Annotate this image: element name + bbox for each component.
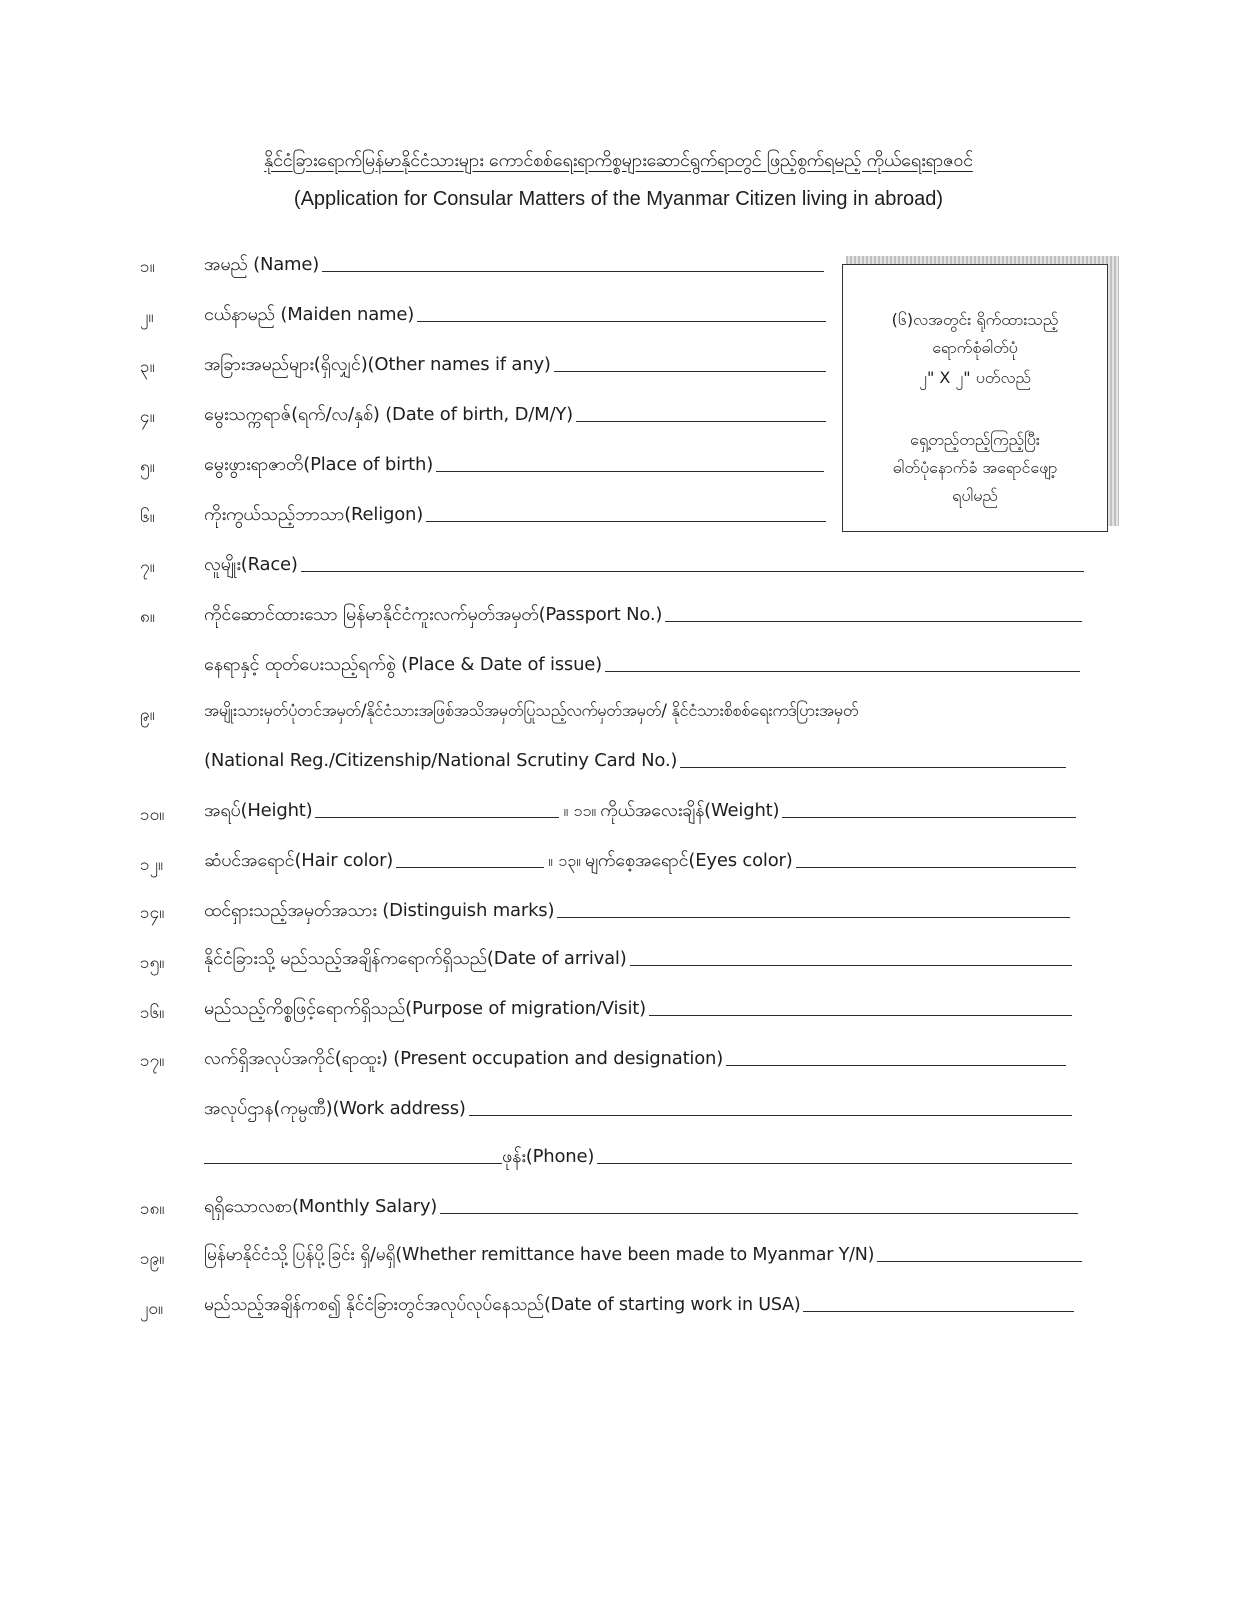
field-label-height: အရပ်(Height) xyxy=(204,800,313,821)
photo-instruction-1: (၆)လအတွင်း ရိုက်ထားသည့် xyxy=(891,310,1059,329)
national-reg-input-line[interactable] xyxy=(680,767,1066,768)
field-label-place-date-of-issue: နေရာနှင့် ထုတ်ပေးသည့်ရက်စွဲ (Place & Date of issue) xyxy=(204,654,603,675)
field-national-reg xyxy=(204,742,1066,772)
eyes-color-input-line[interactable] xyxy=(796,867,1076,868)
field-height-weight xyxy=(204,792,1076,822)
field-name xyxy=(204,246,824,276)
remittance-input-line[interactable] xyxy=(877,1261,1082,1262)
field-label-national-reg-myanmar: အမျိုးသားမှတ်ပုံတင်အမှတ်/နိုင်ငံသားအဖြစ်အသိအမှတ်ပြုသည့်လက်မှတ်အမှတ်/ နိုင်ငံသားစိစစ်ရေးကဒ်ပြားအမှတ် xyxy=(204,701,859,720)
field-other-names xyxy=(204,346,826,376)
field-number-12: ၁၂။ xyxy=(140,855,164,875)
field-label-national-reg: (National Reg./Citizenship/National Scrutiny Card No.) xyxy=(204,750,678,771)
other-names-input-line[interactable] xyxy=(554,371,826,372)
work-address-input-line[interactable] xyxy=(469,1115,1072,1116)
field-number-14: ၁၄။ xyxy=(140,903,165,923)
field-label-purpose-of-migration: မည်သည့်ကိစ္စဖြင့်ရောက်ရှိသည်(Purpose of migration/Visit) xyxy=(204,998,646,1019)
field-label-date-of-arrival: နိုင်ငံခြားသို့ မည်သည့်အချိန်ကရောက်ရှိသည်(Date of arrival) xyxy=(204,948,627,969)
place-date-of-issue-input-line[interactable] xyxy=(605,671,1080,672)
field-date-of-birth xyxy=(204,396,826,426)
weight-input-line[interactable] xyxy=(782,817,1076,818)
photo-instruction-6: ရပါမည် xyxy=(952,486,998,505)
field-number-5: ၅။ xyxy=(140,457,155,477)
field-maiden-name xyxy=(204,296,826,326)
field-number-7: ၇။ xyxy=(140,557,155,577)
field-number-4: ၄။ xyxy=(140,407,155,427)
phone-input-line[interactable] xyxy=(597,1163,1072,1164)
place-of-birth-input-line[interactable] xyxy=(436,471,824,472)
religion-input-line[interactable] xyxy=(426,521,826,522)
field-label-passport-no: ကိုင်ဆောင်ထားသော မြန်မာနိုင်ငံကူးလက်မှတ်အမှတ်(Passport No.) xyxy=(204,604,663,625)
field-label-present-occupation: လက်ရှိအလုပ်အကိုင်(ရာထူး) (Present occupation and designation) xyxy=(204,1048,724,1069)
field-number-1: ၁။ xyxy=(140,257,155,277)
photo-instruction-5: ဓါတ်ပုံနောက်ခံ အရောင်ဖျော့ xyxy=(892,458,1058,477)
date-of-birth-input-line[interactable] xyxy=(576,421,826,422)
field-hair-eyes xyxy=(204,842,1076,872)
field-label-date-of-birth: မွေးသက္ကရာဇ်(ရက်/လ/နှစ်) (Date of birth, D/M/Y) xyxy=(204,404,573,425)
field-label-eyes-color: မျက်စေ့အရောင်(Eyes color) xyxy=(584,850,793,871)
field-label-race: လူမျိုး(Race) xyxy=(204,554,298,575)
field-label-monthly-salary: ရရှိသောလစာ(Monthly Salary) xyxy=(204,1196,438,1217)
field-religion xyxy=(204,496,826,526)
photo-instruction-3: ၂" X ၂" ပတ်လည် xyxy=(919,368,1031,387)
field-number-13: ။ ၁၃။ xyxy=(548,851,581,870)
field-work-address xyxy=(204,1090,1072,1120)
field-remittance xyxy=(204,1236,1082,1266)
purpose-of-migration-input-line[interactable] xyxy=(649,1015,1072,1016)
field-number-8: ၈။ xyxy=(140,607,155,627)
field-label-work-address: အလုပ်ဌာန(ကုမ္ပဏီ)(Work address) xyxy=(204,1098,466,1119)
name-input-line[interactable] xyxy=(322,271,824,272)
field-number-3: ၃။ xyxy=(140,357,155,377)
field-number-16: ၁၆။ xyxy=(140,1003,165,1023)
field-phone xyxy=(204,1138,1072,1168)
field-place-of-birth xyxy=(204,446,824,476)
distinguish-marks-input-line[interactable] xyxy=(557,917,1070,918)
present-occupation-input-line[interactable] xyxy=(726,1065,1066,1066)
field-number-2: ၂။ xyxy=(140,307,154,327)
field-number-11: ။ ၁၁။ xyxy=(563,801,597,820)
photo-instruction-2: ရောက်စုံဓါတ်ပုံ xyxy=(932,338,1018,357)
field-place-date-of-issue xyxy=(204,646,1080,676)
field-label-maiden-name: ငယ်နာမည် (Maiden name) xyxy=(204,304,415,325)
monthly-salary-input-line[interactable] xyxy=(440,1213,1078,1214)
date-of-arrival-input-line[interactable] xyxy=(630,965,1072,966)
field-date-starting-work xyxy=(204,1286,1074,1316)
field-race xyxy=(204,546,1084,576)
field-national-reg-myanmar xyxy=(204,692,1104,722)
maiden-name-input-line[interactable] xyxy=(417,321,826,322)
field-number-19: ၁၉။ xyxy=(140,1249,165,1269)
field-label-distinguish-marks: ထင်ရှားသည့်အမှတ်အသား (Distinguish marks) xyxy=(204,900,555,921)
form-title-myanmar: နိုင်ငံခြားရောက်မြန်မာနိုင်ငံသားများ ကောင်စစ်ရေးရာကိစ္စများဆောင်ရွက်ရာတွင် ဖြည့်စွက်ရမည့် ကိုယ်ရေးရာဇဝင် xyxy=(264,150,973,171)
field-label-phone: ဖုန်း(Phone) xyxy=(502,1146,595,1167)
field-passport-no xyxy=(204,596,1082,626)
field-label-hair-color: ဆံပင်အရောင်(Hair color) xyxy=(204,850,394,871)
field-number-17: ၁၇။ xyxy=(140,1051,165,1071)
field-label-name: အမည် (Name) xyxy=(204,254,320,275)
field-number-18: ၁၈။ xyxy=(140,1199,165,1219)
field-label-religion: ကိုးကွယ်သည့်ဘာသာ(Religon) xyxy=(204,504,424,525)
hair-color-input-line[interactable] xyxy=(396,867,544,868)
field-distinguish-marks xyxy=(204,892,1070,922)
field-label-date-starting-work: မည်သည့်အချိန်ကစ၍ နိုင်ငံခြားတွင်အလုပ်လုပ်နေသည်(Date of starting work in USA) xyxy=(204,1295,801,1315)
field-number-9: ၉။ xyxy=(140,705,155,725)
field-number-20: ၂၀။ xyxy=(140,1299,164,1319)
field-number-6: ၆။ xyxy=(140,507,155,527)
race-input-line[interactable] xyxy=(301,571,1084,572)
height-input-line[interactable] xyxy=(315,817,559,818)
form-title-english: (Application for Consular Matters of the Myanmar Citizen living in abroad) xyxy=(293,188,944,210)
field-label-weight: ကိုယ်အလေးချိန်(Weight) xyxy=(600,800,780,821)
field-present-occupation xyxy=(204,1040,1066,1070)
photo-instruction-4: ရှေ့တည့်တည့်ကြည့်ပြီး xyxy=(910,430,1040,449)
field-purpose-of-migration xyxy=(204,990,1072,1020)
date-starting-work-input-line[interactable] xyxy=(803,1311,1074,1312)
field-number-10: ၁၀။ xyxy=(140,805,165,825)
field-monthly-salary xyxy=(204,1188,1078,1218)
field-label-place-of-birth: မွေးဖွားရာဇာတိ(Place of birth) xyxy=(204,454,434,475)
field-number-15: ၁၅။ xyxy=(140,953,165,973)
passport-no-input-line[interactable] xyxy=(665,621,1082,622)
field-date-of-arrival xyxy=(204,940,1072,970)
field-label-other-names: အခြားအမည်များ(ရှိလျှင်)(Other names if any) xyxy=(204,354,551,375)
field-label-remittance: မြန်မာနိုင်ငံသို့ ပြန်ပို့ခြင်း ရှိ/မရှိ(Whether remittance have been made to Myanmar Y/N) xyxy=(204,1245,875,1265)
work-address-continued-line[interactable] xyxy=(204,1163,502,1164)
